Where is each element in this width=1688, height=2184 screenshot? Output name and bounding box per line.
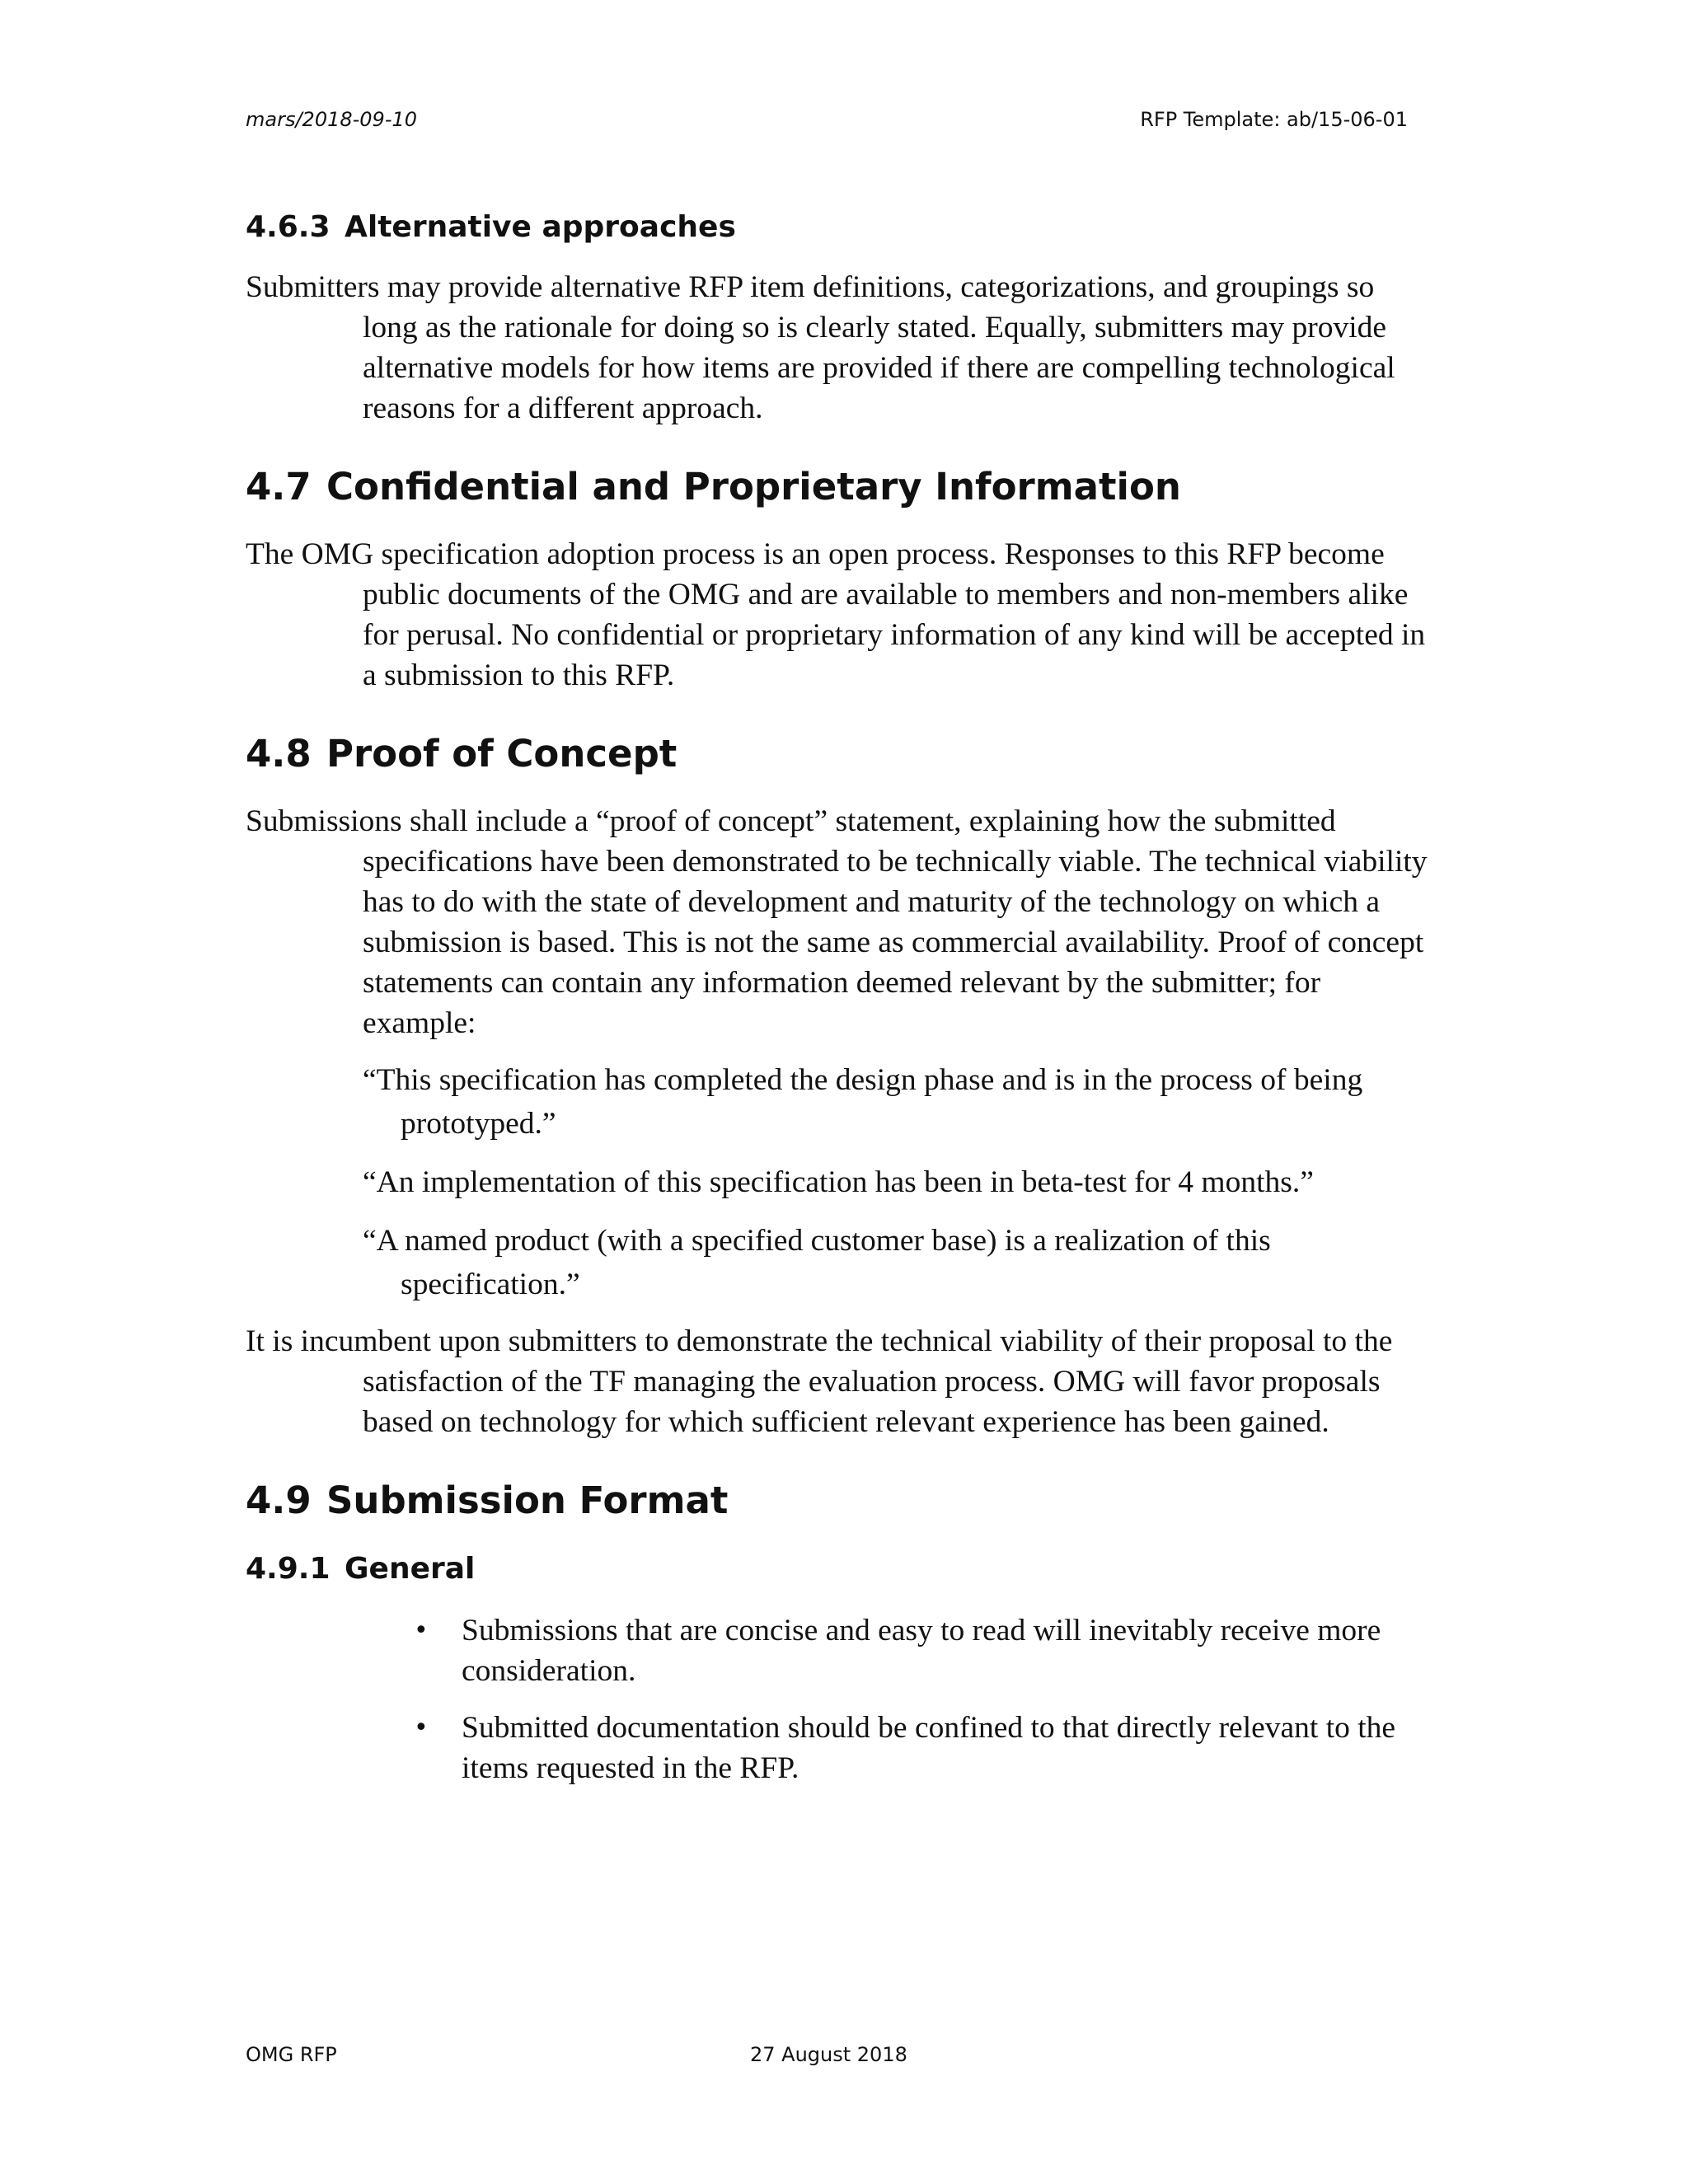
list-item [414, 1610, 1432, 1691]
header-document-id: mars/2018-09-10 [246, 108, 418, 131]
heading-number: 4.6.3 [246, 210, 331, 244]
paragraph-technical-viability: It is incumbent upon submitters to demonstrate the technical viability of their proposal to the satisfaction of the TF managing the evaluation process. OMG will favor proposals based on technology for which sufficient relevant experience has been gained. [246, 1324, 1393, 1439]
bullet-icon: • [414, 1616, 429, 1645]
footer-date: 27 August 2018 [750, 2043, 907, 2066]
quote-example-prototyped: “This specification has completed the design phase and is in the process of being prototyped.” [363, 1063, 1363, 1141]
heading-title: Alternative approaches [345, 210, 736, 244]
page-content [246, 198, 1432, 1788]
heading-4-9-1 [246, 1544, 1432, 1594]
heading-4-6-3 [246, 203, 1432, 252]
list-item-text: Submissions that are concise and easy to read will inevitably receive more consideration. [462, 1614, 1381, 1688]
quote-example-named-product: “A named product (with a specified customer base) is a realization of this specification.” [363, 1224, 1271, 1301]
heading-title: Proof of Concept [326, 732, 678, 776]
heading-4-7 [246, 458, 1432, 516]
heading-4-8 [246, 725, 1432, 783]
general-bullet-list [414, 1610, 1432, 1788]
quote-example-beta-test: “An implementation of this specification has been in beta-test for 4 months.” [363, 1165, 1314, 1199]
bullet-icon: • [414, 1713, 429, 1742]
heading-4-9 [246, 1472, 1432, 1530]
heading-title: Confidential and Proprietary Information [326, 465, 1181, 509]
header-template-id: RFP Template: ab/15-06-01 [1140, 108, 1408, 131]
heading-title: General [345, 1552, 476, 1586]
footer-label: OMG RFP [246, 2043, 337, 2066]
heading-title: Submission Format [326, 1479, 729, 1522]
heading-number: 4.7 [246, 465, 312, 509]
list-item [414, 1708, 1432, 1788]
paragraph-confidential-information: The OMG specification adoption process is an open process. Responses to this RFP become public documents of the OMG and are available to members and non-members alike for perusal. No confidential or proprietary information of any kind will be accepted in a submission to this RFP. [246, 537, 1426, 692]
paragraph-proof-of-concept: Submissions shall include a “proof of concept” statement, explaining how the submitted specifications have been demonstrated to be technically viable. The technical viability has to do with the state of development and maturity of the technology on which a submission is based. This is not the same as commercial availability. Proof of concept statements can contain any information deemed relevant by the submitter; for example: [246, 804, 1428, 1040]
list-item-text: Submitted documentation should be confined to that directly relevant to the items requested in the RFP. [462, 1711, 1396, 1785]
heading-number: 4.9 [246, 1479, 312, 1522]
heading-number: 4.8 [246, 732, 312, 776]
paragraph-alternative-approaches: Submitters may provide alternative RFP item definitions, categorizations, and groupings so long as the rationale for doing so is clearly stated. Equally, submitters may provide alternative models for how items are provided if there are compelling technological reasons for a different approach. [246, 270, 1395, 425]
heading-number: 4.9.1 [246, 1552, 331, 1586]
